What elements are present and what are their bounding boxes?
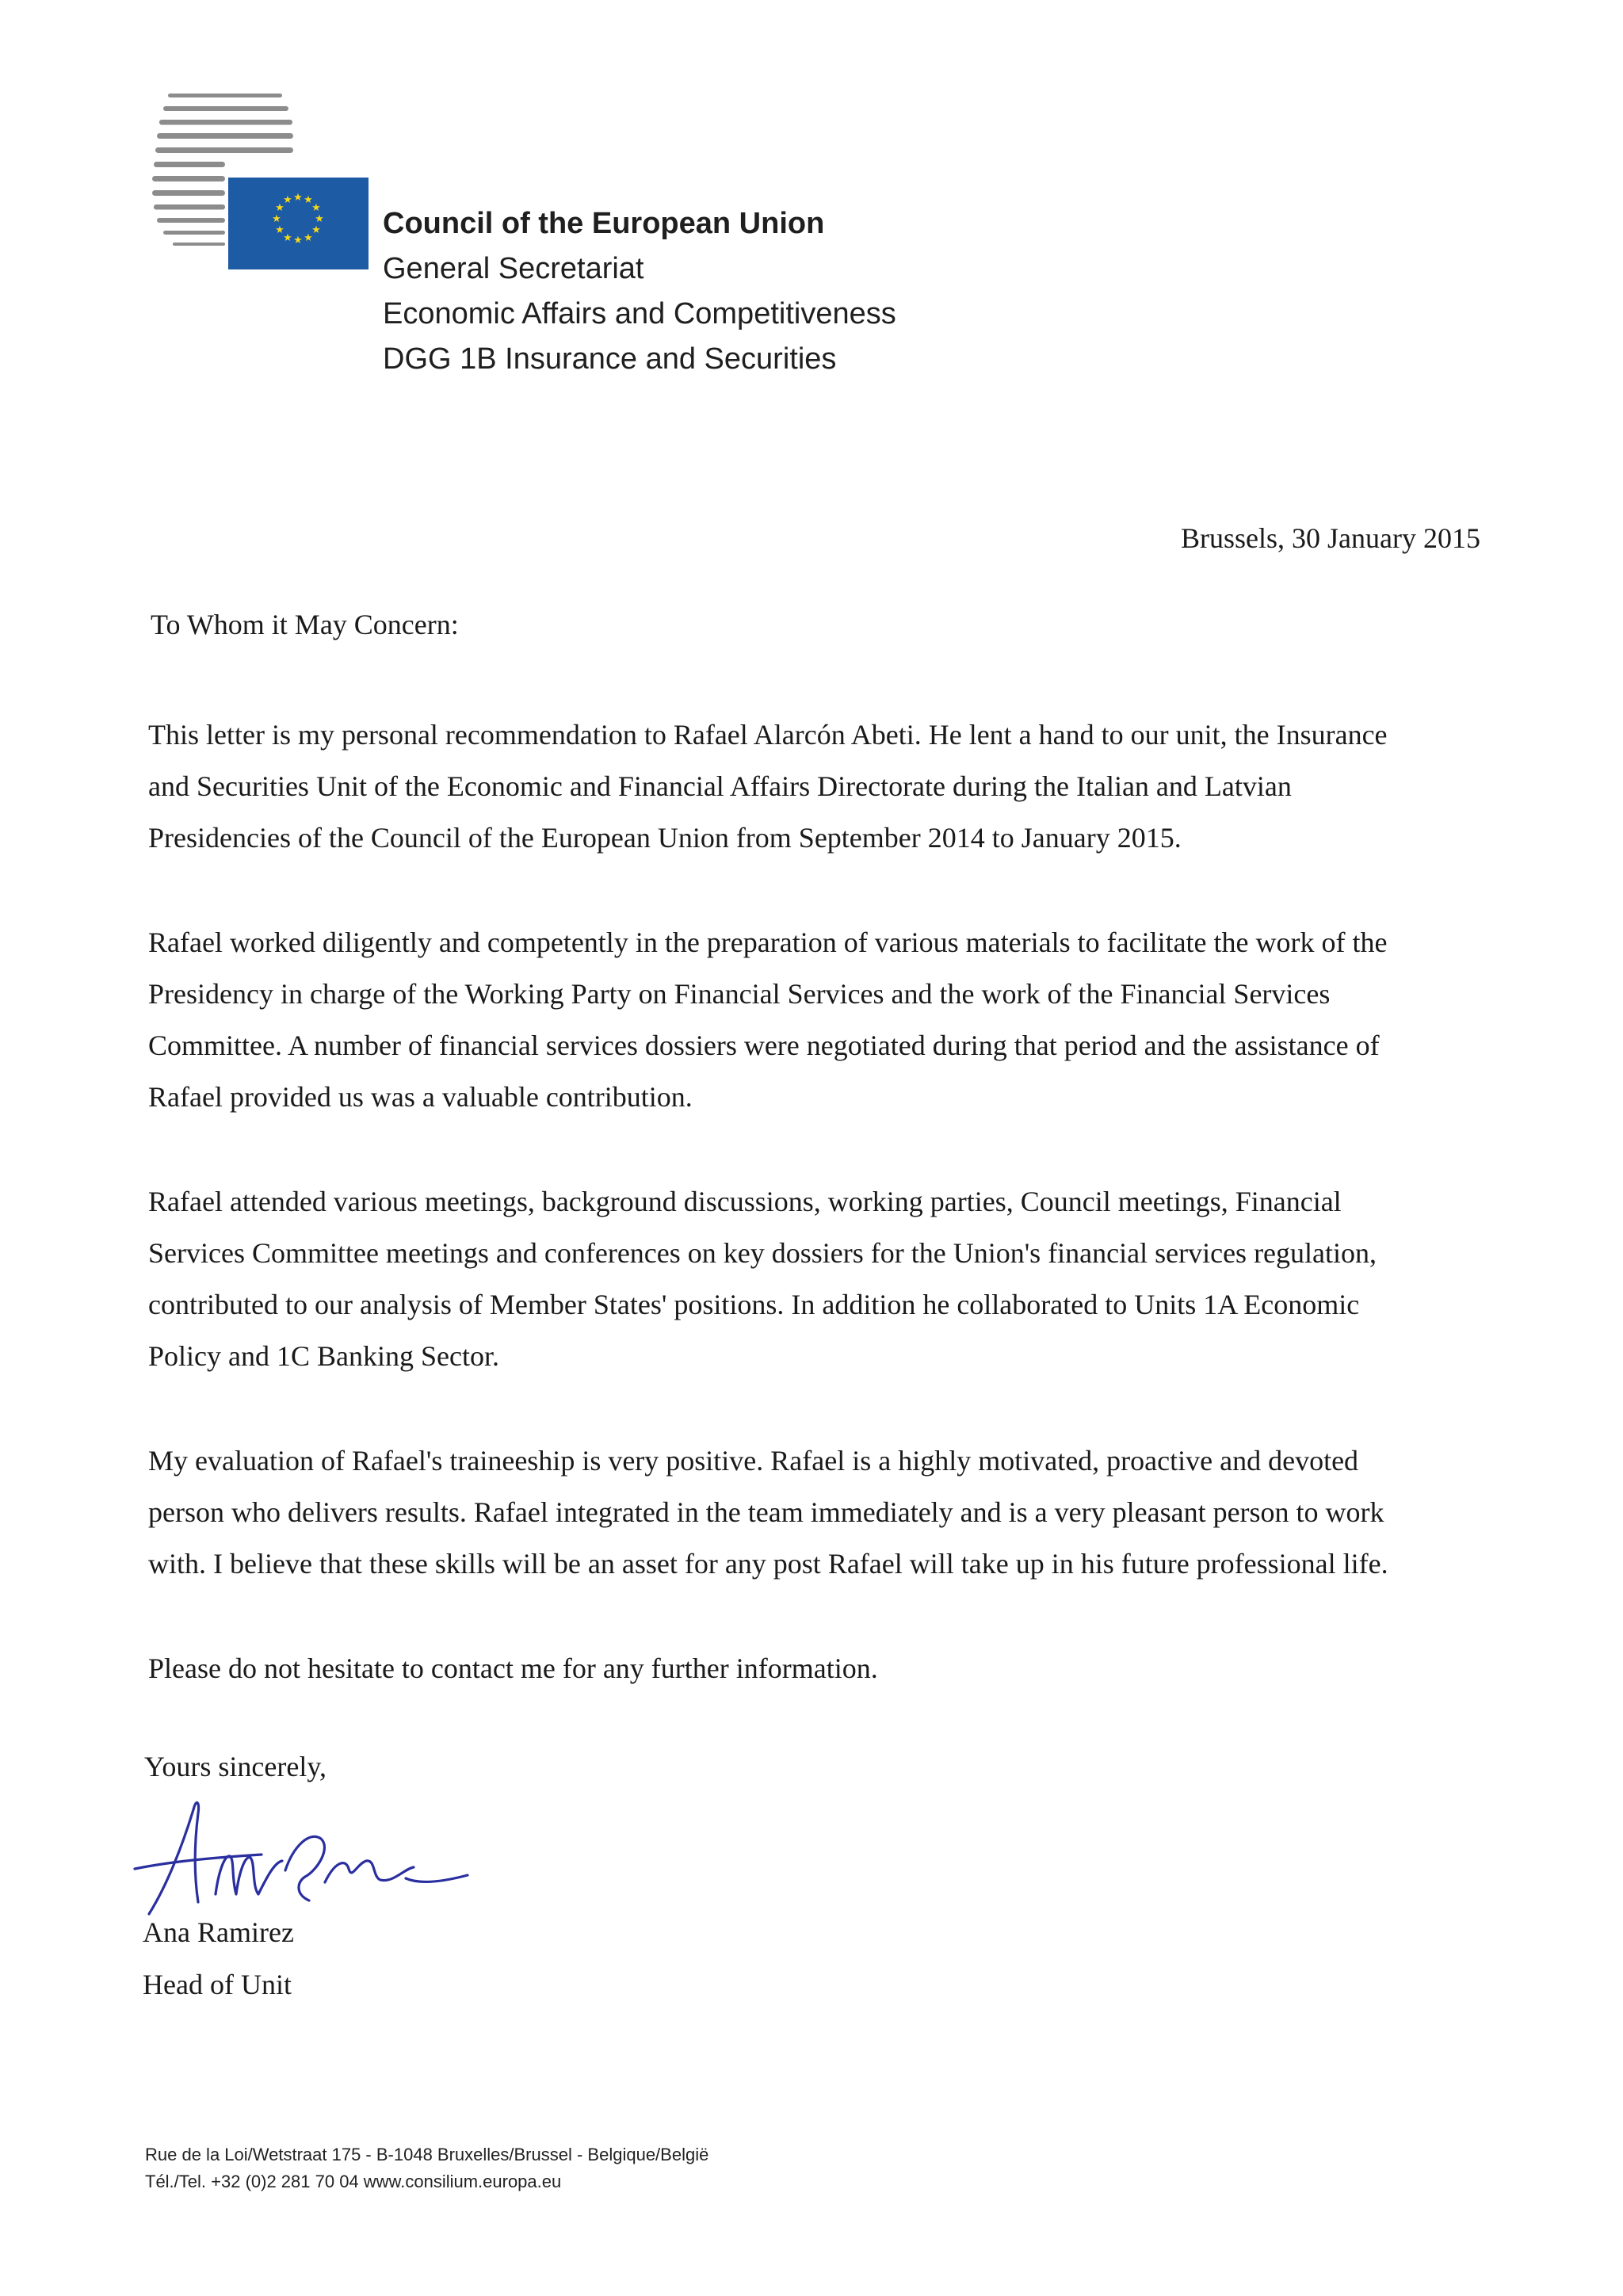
letterhead-line: General Secretariat	[383, 252, 644, 285]
svg-text:★: ★	[304, 194, 313, 206]
svg-text:★: ★	[311, 224, 321, 236]
letterhead-line: Economic Affairs and Competitiveness	[383, 297, 896, 330]
footer-contact: Tél./Tel. +32 (0)2 281 70 04 www.consilium.europa.eu	[145, 2172, 562, 2191]
signer-block	[143, 1906, 294, 2011]
paragraph	[148, 1176, 1487, 1382]
paragraph	[148, 1643, 1487, 1694]
council-eu-logo	[151, 87, 372, 277]
signer-name: Ana Ramirez	[143, 1916, 294, 1948]
paragraph-line: and Securities Unit of the Economic and Financial Affairs Directorate during the Italian and Latvian	[148, 770, 1292, 802]
salutation: To Whom it May Concern:	[151, 609, 459, 640]
paragraph-line: Services Committee meetings and conferences on key dossiers for the Union's financial services regulation,	[148, 1237, 1377, 1269]
paragraph-line: person who delivers results. Rafael integrated in the team immediately and is a very pleasant person to work	[148, 1496, 1384, 1528]
paragraph-line: Committee. A number of financial services dossiers were negotiated during that period and the assistance of	[148, 1030, 1380, 1061]
svg-text:★: ★	[272, 213, 281, 225]
footer-address: Rue de la Loi/Wetstraat 175 - B-1048 Bruxelles/Brussel - Belgique/België	[145, 2145, 709, 2164]
svg-text:★: ★	[275, 224, 285, 236]
closing: Yours sincerely,	[144, 1751, 327, 1782]
paragraph-line: with. I believe that these skills will be an asset for any post Rafael will take up in his future professional life.	[148, 1548, 1388, 1580]
paragraph-line: Policy and 1C Banking Sector.	[148, 1340, 499, 1372]
svg-text:★: ★	[283, 232, 292, 244]
letterhead	[383, 201, 896, 382]
paragraph-line: My evaluation of Rafael's traineeship is very positive. Rafael is a highly motivated, proactive and devoted	[148, 1445, 1359, 1477]
svg-text:★: ★	[275, 202, 285, 214]
paragraph	[148, 709, 1487, 864]
letter-date: Brussels, 30 January 2015	[1181, 522, 1480, 554]
paragraph-line: Rafael provided us was a valuable contribution.	[148, 1081, 693, 1113]
letter-body	[148, 709, 1487, 1748]
paragraph-line: Please do not hesitate to contact me for any further information.	[148, 1652, 878, 1684]
letterhead-line: DGG 1B Insurance and Securities	[383, 342, 837, 376]
signer-title: Head of Unit	[143, 1969, 292, 2000]
paragraph-line: Presidency in charge of the Working Party on Financial Services and the work of the Financial Services	[148, 978, 1331, 1010]
svg-text:★: ★	[311, 202, 321, 214]
paragraph-line: Rafael worked diligently and competently in the preparation of various materials to facilitate the work of the	[148, 926, 1388, 958]
footer	[145, 2141, 708, 2195]
paragraph-line: contributed to our analysis of Member States' positions. In addition he collaborated to Units 1A Economic	[148, 1289, 1360, 1320]
paragraph-line: Rafael attended various meetings, background discussions, working parties, Council meetings, Financial	[148, 1186, 1342, 1217]
paragraph-line: Presidencies of the Council of the European Union from September 2014 to January 2015.	[148, 822, 1182, 854]
svg-text:★: ★	[283, 194, 292, 206]
paragraph	[148, 917, 1487, 1123]
svg-text:★: ★	[293, 235, 303, 246]
svg-text:★: ★	[293, 192, 303, 204]
paragraph	[148, 1435, 1487, 1590]
organization-name: Council of the European Union	[383, 207, 825, 240]
svg-text:★: ★	[304, 232, 313, 244]
svg-text:★: ★	[315, 213, 324, 225]
paragraph-line: This letter is my personal recommendation to Rafael Alarcón Abeti. He lent a hand to our unit, the Insurance	[148, 719, 1388, 751]
